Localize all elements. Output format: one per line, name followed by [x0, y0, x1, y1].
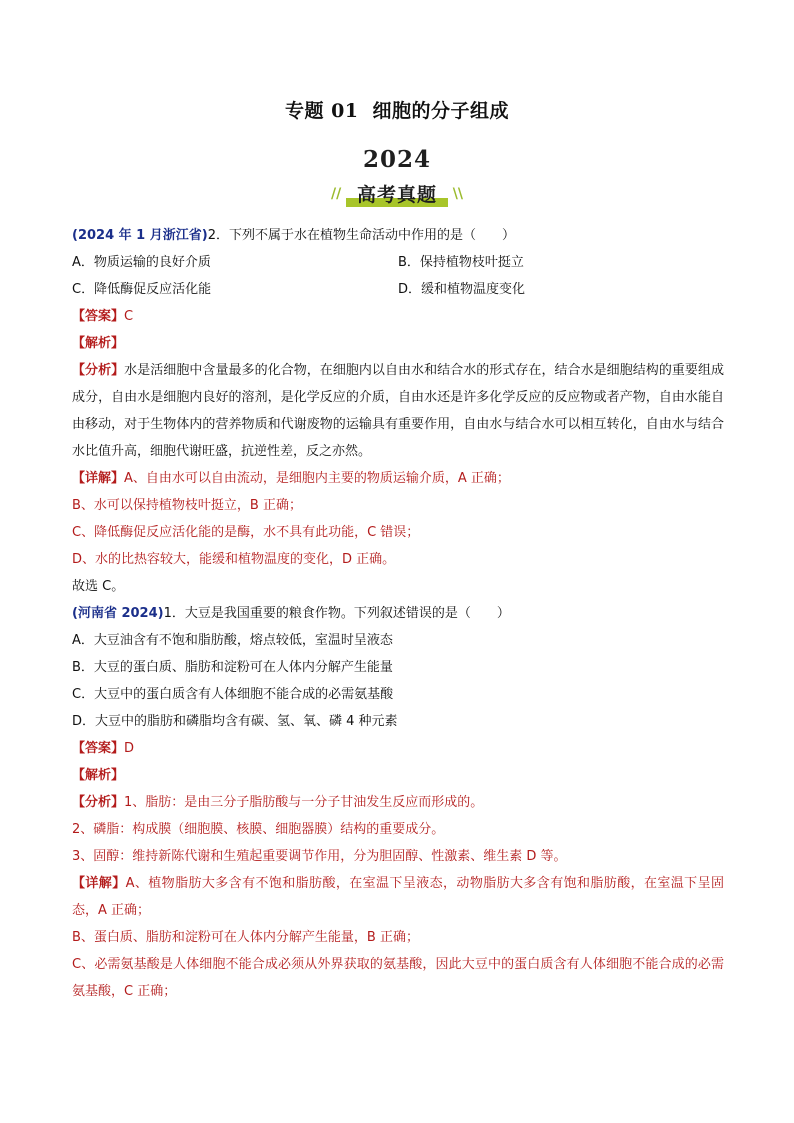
question-1-detail-a	[72, 465, 724, 492]
question-2-fenxi-1	[72, 789, 724, 816]
question-2-option-c: C．大豆中的蛋白质含有人体细胞不能合成的必需氨基酸	[72, 687, 394, 702]
question-1-conclusion: 故选 C。	[72, 579, 125, 594]
question-2-stem	[72, 600, 724, 627]
question-1-option-a: A．物质运输的良好介质	[72, 255, 211, 270]
question-1-option-d: D．缓和植物温度变化	[398, 282, 526, 297]
analysis-tag: 【解析】	[72, 336, 125, 351]
question-2-detail-c: C、必需氨基酸是人体细胞不能合成必须从外界获取的氨基酸，因此大豆中的蛋白质含有人体细胞不能合成的必需氨基酸，C 正确；	[72, 957, 724, 999]
question-1-answer	[72, 303, 724, 330]
question-1-options-row-1	[72, 249, 724, 276]
detail-text: A、植物脂肪大多含有不饱和脂肪酸，在室温下呈液态，动物脂肪大多含有饱和脂肪酸，在室温下呈固态，A 正确；	[72, 876, 724, 918]
topic-number: 专题 01	[284, 100, 359, 122]
answer-value: C	[124, 309, 134, 324]
fenxi-tag: 【分析】	[72, 795, 125, 810]
question-1-text: 2．下列不属于水在植物生命活动中作用的是（ ）	[207, 228, 515, 243]
question-1-detail-d: D、水的比热容较大，能缓和植物温度的变化，D 正确。	[72, 552, 396, 567]
question-2-option-b: B．大豆的蛋白质、脂肪和淀粉可在人体内分解产生能量	[72, 660, 393, 675]
question-1-detail-c: C、降低酶促反应活化能的是酶，水不具有此功能，C 错误；	[72, 525, 420, 540]
detail-text: A、自由水可以自由流动，是细胞内主要的物质运输介质，A 正确；	[124, 471, 510, 486]
fenxi-tag: 【分析】	[72, 363, 125, 378]
question-2-source: (河南省 2024)	[72, 606, 164, 621]
document-body	[72, 222, 724, 1005]
banner-slash-right-icon: \\	[452, 186, 463, 202]
answer-tag: 【答案】	[72, 309, 125, 324]
fenxi-text: 水是活细胞中含量最多的化合物，在细胞内以自由水和结合水的形式存在，结合水是细胞结构的重要组成成分，自由水是细胞内良好的溶剂，是化学反应的介质，自由水还是许多化学反应的反应物或者产物，自由水能自由移动，对于生物体内的营养物质和代谢废物的运输具有重要作用，自由水与结合水可以相互转化，自由水与结合水比值升高，细胞代谢旺盛，抗逆性差，反之亦然。	[72, 363, 724, 459]
question-2-answer	[72, 735, 724, 762]
answer-tag: 【答案】	[72, 741, 125, 756]
question-1-detail-b: B、水可以保持植物枝叶挺立，B 正确；	[72, 498, 302, 513]
analysis-tag: 【解析】	[72, 768, 125, 783]
xiangjie-tag: 【详解】	[72, 471, 125, 486]
question-1-option-b: B．保持植物枝叶挺立	[398, 255, 524, 270]
question-1-stem	[72, 222, 724, 249]
question-2-detail-b: B、蛋白质、脂肪和淀粉可在人体内分解产生能量，B 正确；	[72, 930, 419, 945]
question-2-text: 1．大豆是我国重要的粮食作物。下列叙述错误的是（ ）	[163, 606, 510, 621]
question-2-option-d: D．大豆中的脂肪和磷脂均含有碳、氢、氧、磷 4 种元素	[72, 714, 398, 729]
page-title	[0, 96, 794, 123]
question-1-options-row-2	[72, 276, 724, 303]
question-2-option-a: A．大豆油含有不饱和脂肪酸，熔点较低，室温时呈液态	[72, 633, 393, 648]
question-2-fenxi-2: 2、磷脂：构成膜（细胞膜、核膜、细胞器膜）结构的重要成分。	[72, 822, 445, 837]
banner-slash-left-icon: //	[331, 186, 342, 202]
banner-label: 高考真题	[356, 184, 437, 206]
question-1-source: (2024 年 1 月浙江省)	[72, 228, 208, 243]
question-1-fenxi	[72, 357, 724, 465]
question-2-analysis-heading	[72, 762, 724, 789]
year-heading: 2024	[362, 146, 431, 173]
answer-value: D	[124, 741, 135, 756]
topic-title: 细胞的分子组成	[372, 100, 510, 122]
xiangjie-tag: 【详解】	[72, 876, 126, 891]
section-banner	[331, 180, 463, 210]
question-1-option-c: C．降低酶促反应活化能	[72, 282, 212, 297]
question-1-analysis-heading	[72, 330, 724, 357]
fenxi-item: 1、脂肪：是由三分子脂肪酸与一分子甘油发生反应而形成的。	[124, 795, 484, 810]
question-2-fenxi-3: 3、固醇：维持新陈代谢和生殖起重要调节作用，分为胆固醇、性激素、维生素 D 等。	[72, 849, 567, 864]
question-2-detail-a	[72, 870, 724, 924]
